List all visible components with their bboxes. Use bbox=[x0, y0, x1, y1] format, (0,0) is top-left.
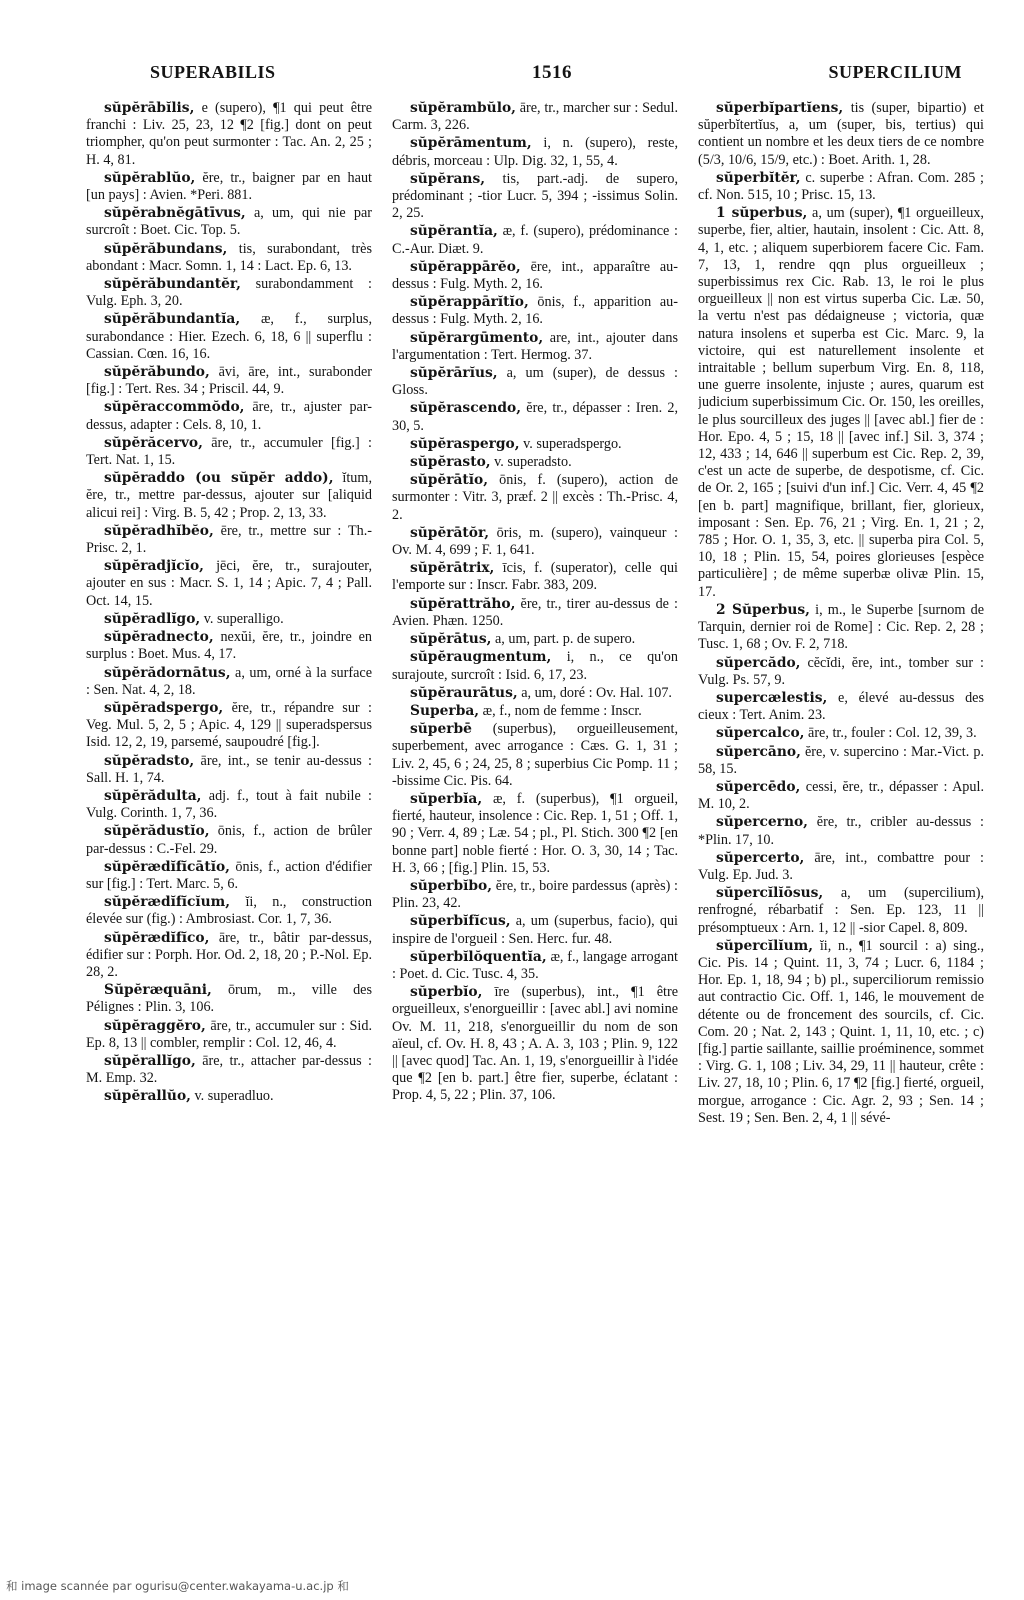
entry-headword: Sŭpĕræquāni, bbox=[104, 982, 212, 999]
entry-headword: sŭpĕrădulta, bbox=[104, 787, 202, 804]
entry-definition: ōnis, f., action d'édifier sur [fig.] : Tert. Marc. 5, 6. bbox=[86, 858, 372, 892]
entry-definition: ĕre, tr., baigner par en haut [un pays] : Avien. *Peri. 881. bbox=[86, 169, 372, 204]
entry-headword: sŭpĕrædĭfĭco, bbox=[104, 929, 210, 946]
entry-definition: æ, f., nom de femme : Inscr. bbox=[479, 702, 642, 719]
entry-definition: e (supero), ¶1 qui peut être franchi : Liv. 25, 23, 12 ¶2 [fig.] dont on peut triompher, qu'on peut surmonter : Tac. An. 2, 25 ; H. 4, 81. bbox=[86, 100, 372, 168]
column-3 bbox=[698, 100, 984, 1570]
entry-headword: sŭpĕrablŭo, bbox=[104, 169, 196, 186]
entry-headword: sŭpĕradlĭgo, bbox=[104, 610, 201, 627]
dictionary-entry bbox=[698, 938, 984, 1127]
entry-headword: sŭpĕradnecto, bbox=[104, 629, 214, 646]
dictionary-entry bbox=[698, 814, 984, 848]
dictionary-entry bbox=[392, 560, 678, 594]
entry-headword: sŭpĕrabnĕgātīvus, bbox=[104, 205, 246, 222]
dictionary-entry bbox=[392, 171, 678, 223]
entry-definition: v. superalligo. bbox=[200, 610, 284, 627]
entry-headword: sŭpĕrædĭfĭcātĭo, bbox=[104, 858, 230, 875]
entry-headword: sŭpĕrātrix, bbox=[410, 560, 495, 577]
scan-credit: 和 image scannée par ogurisu@center.wakayama-u.ac.jp 和 bbox=[6, 1579, 349, 1593]
page-header bbox=[150, 62, 962, 90]
entry-headword: sŭpĕrăbundo, bbox=[104, 364, 210, 381]
dictionary-entry bbox=[392, 259, 678, 293]
entry-definition: ēre, int., apparaître au-dessus : Fulg. Myth. 2, 16. bbox=[392, 258, 678, 293]
entry-headword: sŭpĕradhĭbĕo, bbox=[104, 522, 214, 539]
dictionary-entry bbox=[86, 1088, 372, 1105]
entry-definition: a, um (super), de dessus : Gloss. bbox=[392, 365, 678, 399]
entry-headword: sŭpĕrallŭo, bbox=[104, 1088, 191, 1105]
entry-headword: sŭpĕrappārĕo, bbox=[410, 258, 521, 275]
dictionary-entry bbox=[392, 294, 678, 328]
entry-definition: tis, surabondant, très abondant : Macr. Somn. 1, 14 : Lact. Ep. 6, 13. bbox=[86, 240, 372, 274]
dictionary-entry bbox=[86, 205, 372, 239]
entry-definition: a, um, orné à la surface : Sen. Nat. 4, 2, 18. bbox=[86, 664, 372, 698]
entry-definition: a, um, part. p. de supero. bbox=[491, 631, 636, 648]
entry-headword: sŭpĕrădornātus, bbox=[104, 664, 231, 681]
entry-definition: æ, f., surplus, surabondance : Hier. Ezech. 6, 18, 6 || superflu : Cassian. Cœn. 16, 16. bbox=[86, 311, 372, 362]
entry-definition: īre (superbus), int., ¶1 être orgueilleux, s'enorgueillir : [avec abl.] avi nomine Ov. M. 11, 218, s'enorgueillir du nom de son aïeul, cf. Ov. H. 8, 43 ; A. A. 3, 103 ; Plin. 9, 122 || [avec quod] Tac. An. 1, 19, s'enorgueillir à l'idée que ¶2 [en b. part.] être fier, superbe, éclatant : Prop. 4, 5, 22 ; Plin. 37, 106. bbox=[392, 984, 678, 1104]
dictionary-entry bbox=[86, 788, 372, 822]
entry-definition: æ, f. (supero), prédominance : C.-Aur. Diæt. 9. bbox=[392, 223, 678, 257]
header-right-guideword: SUPERCILIUM bbox=[828, 62, 962, 82]
dictionary-entry bbox=[86, 241, 372, 275]
entry-headword: sŭpĕrārĭus, bbox=[410, 365, 498, 382]
entry-definition: v. superadluo. bbox=[190, 1088, 274, 1105]
entry-definition: āre, tr., fouler : Col. 12, 39, 3. bbox=[804, 725, 977, 742]
dictionary-entry bbox=[392, 721, 678, 790]
entry-headword: sŭperbĭtĕr, bbox=[716, 169, 801, 186]
dictionary-entry bbox=[698, 779, 984, 813]
entry-headword: sŭpercerno, bbox=[716, 814, 808, 831]
dictionary-entry bbox=[698, 100, 984, 169]
dictionary-entry bbox=[698, 170, 984, 204]
dictionary-entry bbox=[86, 523, 372, 557]
entry-definition: ĕre, tr., répandre sur : Veg. Mul. 5, 2, 5 ; Apic. 4, 129 || superadspersus Isid. 12, 2, 19, parsemé, saupoudré [fig.]. bbox=[86, 699, 372, 751]
entry-headword: supercælestis, bbox=[716, 689, 828, 706]
entry-headword: sŭpĕrambŭlo, bbox=[410, 100, 516, 116]
entry-definition: a, um (supercilium), renfrogné, rébarbatif : Sen. Ep. 123, 11 || présomptueux : Arn. 1, 12 || -sior Capel. 8, 809. bbox=[698, 885, 984, 936]
dictionary-entry bbox=[698, 885, 984, 937]
entry-definition: āre, tr., bâtir par-dessus, édifier sur : Porph. Hor. Od. 2, 18, 20 ; P.-Nol. Ep. 28, 2. bbox=[86, 929, 372, 980]
entry-headword: sŭpĕrallĭgo, bbox=[104, 1052, 196, 1069]
entry-headword: sŭpĕrantĭa, bbox=[410, 223, 498, 240]
dictionary-entry bbox=[392, 631, 678, 648]
entry-definition: ĭtum, ĕre, tr., mettre par-dessus, ajouter sur [aliquid alicui rei] : Virg. B. 5, 42 ; Prop. 2, 13, 33. bbox=[86, 470, 372, 521]
dictionary-entry bbox=[698, 655, 984, 689]
dictionary-entry bbox=[86, 700, 372, 752]
text-columns bbox=[86, 100, 986, 1570]
entry-definition: adj. f., tout à fait nubile : Vulg. Corinth. 1, 7, 36. bbox=[86, 787, 372, 822]
entry-headword: sŭpĕraurātus, bbox=[410, 684, 518, 701]
entry-definition: nexŭi, ĕre, tr., joindre en surplus : Boet. Mus. 4, 17. bbox=[86, 629, 372, 663]
entry-headword: Superba, bbox=[410, 702, 480, 719]
dictionary-entry bbox=[86, 311, 372, 363]
entry-headword: sŭpĕrăbundantĭa, bbox=[104, 311, 241, 328]
dictionary-entry bbox=[392, 703, 678, 720]
dictionary-entry bbox=[86, 364, 372, 398]
entry-definition: ĕre, tr., dépasser : Iren. 2, 30, 5. bbox=[392, 400, 678, 434]
entry-definition: ōnis, f., action de brûler par-dessus : C.-Fel. 29. bbox=[86, 823, 372, 857]
entry-definition: cĕcĭdi, ĕre, int., tomber sur : Vulg. Ps. 57, 9. bbox=[698, 654, 984, 688]
dictionary-entry bbox=[392, 685, 678, 702]
entry-definition: jēci, ĕre, tr., surajouter, ajouter en sus : Macr. S. 1, 14 ; Apic. 7, 4 ; Pall. Oct. 14, 15. bbox=[86, 558, 372, 609]
entry-definition: ōnis, f., apparition au-dessus : Fulg. Myth. 2, 16. bbox=[392, 294, 678, 328]
entry-definition: a, um, qui nie par surcroît : Boet. Cic. Top. 5. bbox=[86, 205, 372, 239]
entry-definition: tis, part.-adj. de supero, prédominant ; -tior Lucr. 5, 394 ; -issimus Solin. 2, 25. bbox=[392, 170, 678, 222]
dictionary-entry bbox=[392, 454, 678, 471]
entry-definition: ōnis, f. (supero), action de surmonter : Vitr. 3, præf. 2 || excès : Th.-Prisc. 4, 2. bbox=[392, 472, 678, 523]
entry-headword: sŭpĕrātĭo, bbox=[410, 472, 489, 489]
entry-headword: sŭpĕrans, bbox=[410, 170, 486, 187]
entry-headword: sŭpĕradjĭcĭo, bbox=[104, 558, 204, 575]
entry-definition: æ, f. (superbus), ¶1 orgueil, fierté, hauteur, insolence : Cic. Rep. 1, 51 ; Off. 1, 90 ; Verr. 4, 89 ; Læ. 54 ; pl., Pl. Stich. 300 ¶2 [en bonne part] noble fierté : Hor. O. 3, 30, 14 ; Tac. H. 3, 66 ; [fig.] Plin. 15, 53. bbox=[392, 790, 678, 876]
dictionary-entry bbox=[86, 753, 372, 787]
entry-definition: āre, int., se tenir au-dessus : Sall. H. 1, 74. bbox=[86, 752, 372, 786]
entry-definition: ōrum, m., ville des Pélignes : Plin. 3, 106. bbox=[86, 982, 372, 1016]
entry-headword: sŭpĕrātus, bbox=[410, 631, 492, 648]
entry-definition: are, int., ajouter dans l'argumentation : Tert. Hermog. 37. bbox=[392, 329, 678, 363]
entry-definition: i, n. (supero), reste, débris, morceau : Ulp. Dig. 32, 1, 55, 4. bbox=[392, 135, 678, 169]
entry-headword: sŭpercĭlĭōsus, bbox=[716, 885, 824, 902]
entry-headword: sŭperbĭfĭcus, bbox=[410, 913, 511, 930]
entry-headword: sŭpercădo, bbox=[716, 654, 801, 671]
entry-definition: v. superadsto. bbox=[490, 454, 572, 471]
dictionary-entry bbox=[86, 982, 372, 1016]
dictionary-entry bbox=[392, 791, 678, 877]
header-left-guideword: SUPERABILIS bbox=[150, 62, 276, 82]
entry-headword: 2 Sŭperbus, bbox=[716, 601, 810, 618]
dictionary-entry bbox=[86, 1018, 372, 1052]
dictionary-entry bbox=[392, 949, 678, 983]
dictionary-entry bbox=[698, 690, 984, 724]
dictionary-entry bbox=[392, 596, 678, 630]
dictionary-entry bbox=[698, 744, 984, 778]
entry-definition: e, élevé au-dessus des cieux : Tert. Anim. 23. bbox=[698, 689, 984, 724]
entry-definition: (superbus), orgueilleusement, superbement, avec arrogance : Cæs. G. 1, 31 ; Liv. 2, 45, 6 ; 24, 25, 8 ; superbius Cic Pomp. 11 ; -bissime Cic. Pis. 64. bbox=[392, 721, 678, 789]
page-number: 1516 bbox=[532, 62, 573, 83]
entry-definition: i, m., le Superbe [surnom de Tarquin, dernier roi de Rome] : Cic. Rep. 2, 28 ; Tusc. 1, 68 ; Ov. F. 2, 718. bbox=[698, 601, 984, 653]
entry-definition: ĕre, tr., cribler au-dessus : *Plin. 17, 10. bbox=[698, 814, 984, 848]
dictionary-entry bbox=[392, 984, 678, 1104]
entry-definition: a, um (super), ¶1 orgueilleux, superbe, fier, altier, hautain, insolent : Cic. Att. 8, 4, 1, etc. ; aliquem superbiorem facere Cic. Fam. 7, 13, 1, rendre qqn plus orgueilleux ; superbissimus rex Cic. Rab. 13, le roi le plus orgueilleux || non est virtus superba Cic. Læ. 50, la vertu n'est pas dédaigneuse ; victoria, quæ natura insolens et superba est Cic. Marc. 9, la victoire, qui est naturellement insolente et intraitable ; bellum superbum Virg. En. 8, 118, une guerre insolente, injuste ; aures, quarum est judicium superbissimum Cic. Or. 150, les oreilles, le plus sourcilleux des juges || [avec abl.] fier de : Hor. Epo. 4, 5 ; 15, 18 || [avec inf.] Sil. 3, 374 ; 12, 433 ; 14, 646 || superbum est Cic. Rep. 2, 39, c'est un acte de superbe, de despotisme, cf. Cic. de Or. 2, 165 ; [suivi d'un inf.] Cic. Verr. 4, 45 ¶2 [en b. part] magnifique, brillant, fier, glorieux, imposant : Sen. Ep. 76, 21 ; Virg. En. 1, 21 ; 2, 785 ; Hor. O. 1, 35, 3, etc. || superba pira Col. 5, 10, 18 ; Plin. 15, 54, poires glorieuses [espèce particulière] ; de même superbæ olivæ Plin. 15, 17. bbox=[698, 205, 984, 600]
entry-definition: ēre, tr., mettre sur : Th.-Prisc. 2, 1. bbox=[86, 522, 372, 557]
dictionary-entry bbox=[392, 525, 678, 559]
entry-definition: ōris, m. (supero), vainqueur : Ov. M. 4, 699 ; F. 1, 641. bbox=[392, 524, 678, 559]
entry-headword: sŭpercerto, bbox=[716, 849, 805, 866]
entry-headword: sŭpĕradsto, bbox=[104, 752, 195, 769]
entry-definition: īcis, f. (superator), celle qui l'emporte sur : Inscr. Fabr. 383, 209. bbox=[392, 560, 678, 594]
entry-headword: sŭpĕrædĭfĭcĭum, bbox=[104, 894, 231, 911]
entry-headword: sŭperbĭbo, bbox=[410, 877, 493, 894]
entry-headword: sŭpĕrăbundans, bbox=[104, 240, 228, 257]
entry-definition: āre, tr., attacher par-dessus : M. Emp. 32. bbox=[86, 1052, 372, 1087]
entry-headword: sŭpĕraugmentum, bbox=[410, 649, 552, 666]
entry-headword: sŭpĕraggĕro, bbox=[104, 1017, 206, 1034]
entry-headword: sŭpĕrappārĭtĭo, bbox=[410, 294, 529, 311]
entry-definition: a, um, doré : Ov. Hal. 107. bbox=[517, 684, 672, 701]
dictionary-entry bbox=[86, 1053, 372, 1087]
entry-headword: sŭpĕradspergo, bbox=[104, 699, 224, 716]
entry-headword: sŭpercāno, bbox=[716, 743, 801, 760]
dictionary-entry bbox=[86, 629, 372, 663]
entry-headword: 1 sŭperbus, bbox=[716, 205, 808, 222]
entry-headword: sŭpĕrasto, bbox=[410, 454, 491, 471]
dictionary-entry bbox=[698, 725, 984, 742]
entry-headword: sŭpĕraspergo, bbox=[410, 435, 520, 452]
entry-definition: āre, tr., accumuler [fig.] : Tert. Nat. 1, 15. bbox=[86, 434, 372, 469]
entry-definition: surabondamment : Vulg. Eph. 3, 20. bbox=[86, 276, 372, 310]
column-1 bbox=[86, 100, 372, 1570]
dictionary-entry bbox=[392, 878, 678, 912]
entry-definition: ĕre, v. supercino : Mar.-Vict. p. 58, 15. bbox=[698, 743, 984, 777]
entry-definition: v. superadspergo. bbox=[519, 435, 622, 452]
dictionary-entry bbox=[392, 135, 678, 169]
entry-definition: āre, int., combattre pour : Vulg. Ep. Jud. 3. bbox=[698, 849, 984, 883]
entry-definition: āvi, āre, int., surabonder [fig.] : Tert. Res. 34 ; Priscil. 44, 9. bbox=[86, 364, 372, 398]
entry-definition: āre, tr., ajuster par-dessus, adapter : Cels. 8, 10, 1. bbox=[86, 399, 372, 433]
dictionary-entry bbox=[86, 894, 372, 928]
dictionary-entry bbox=[86, 170, 372, 204]
dictionary-entry bbox=[392, 223, 678, 257]
dictionary-entry bbox=[392, 400, 678, 434]
entry-headword: sŭpĕrātŏr, bbox=[410, 524, 490, 541]
entry-headword: sŭpĕrargūmento, bbox=[410, 329, 544, 346]
entry-definition: cessi, ĕre, tr., dépasser : Apul. M. 10, 2. bbox=[698, 778, 984, 813]
entry-definition: tis (super, bipartio) et sŭperbĭtertĭus, a, um (super, bis, tertius) qui contient un nombre et les deux tiers de ce nombre (5/3, 10/6, 15/9, etc.) : Boet. Arith. 1, 28. bbox=[698, 100, 984, 168]
dictionary-entry bbox=[392, 649, 678, 683]
entry-headword: sŭperbĭa, bbox=[410, 790, 483, 807]
entry-definition: āre, tr., marcher sur : Sedul. Carm. 3, 226. bbox=[392, 100, 678, 134]
entry-headword: sŭpercĭlĭum, bbox=[716, 937, 814, 954]
entry-definition: āre, tr., accumuler sur : Sid. Ep. 8, 13 || combler, remplir : Col. 12, 46, 4. bbox=[86, 1017, 372, 1051]
dictionary-entry bbox=[698, 850, 984, 884]
dictionary-entry bbox=[86, 100, 372, 169]
entry-headword: sŭpĕraccommŏdo, bbox=[104, 399, 245, 416]
dictionary-entry bbox=[86, 859, 372, 893]
entry-headword: sŭpĕrascendo, bbox=[410, 400, 522, 417]
dictionary-entry bbox=[392, 330, 678, 364]
dictionary-entry bbox=[392, 436, 678, 453]
dictionary-entry bbox=[86, 276, 372, 310]
dictionary-entry bbox=[86, 435, 372, 469]
dictionary-entry bbox=[392, 100, 678, 134]
dictionary-entry bbox=[392, 913, 678, 947]
entry-headword: sŭpĕrāmentum, bbox=[410, 135, 532, 152]
entry-headword: sŭpercēdo, bbox=[716, 778, 801, 795]
entry-headword: sŭperbĭpartĭens, bbox=[716, 100, 844, 116]
dictionary-entry bbox=[86, 823, 372, 857]
entry-definition: i, n., ce qu'on surajoute, surcroît : Isid. 6, 17, 23. bbox=[392, 649, 678, 683]
entry-definition: ĕre, tr., tirer au-dessus de : Avien. Phæn. 1250. bbox=[392, 595, 678, 629]
dictionary-entry bbox=[86, 558, 372, 610]
dictionary-entry bbox=[86, 399, 372, 433]
entry-headword: sŭpĕrăcervo, bbox=[104, 434, 203, 451]
dictionary-entry bbox=[698, 602, 984, 654]
dictionary-entry bbox=[392, 472, 678, 524]
entry-definition: ĕre, tr., boire pardessus (après) : Plin. 23, 42. bbox=[392, 877, 678, 912]
entry-definition: a, um (superbus, facio), qui inspire de l'orgueil : Sen. Herc. fur. 48. bbox=[392, 913, 678, 947]
entry-definition: ĭi, n., ¶1 sourcil : a) sing., Cic. Pis. 14 ; Quint. 11, 3, 74 ; Lucr. 6, 1184 ; Hor. Ep. 1, 18, 94 ; b) pl., superciliorum remissio aut contractio Cic. Off. 1, 146, le mouvement de détente ou de froncement des sourcils, cf. Cic. Com. 20 ; Nat. 2, 143 ; Quint. 1, 11, 10, etc. ; c) [fig.] partie saillante, saillie proéminence, sommet : Virg. G. 1, 108 ; Liv. 34, 29, 11 || hauteur, crête : Liv. 27, 18, 10 ; Plin. 6, 17 ¶2 [fig.] fierté, orgueil, morgue, arrogance : Cic. Agr. 2, 93 ; Sen. 14 ; Sest. 19 ; Sen. Ben. 2, 4, 1 || sévé- bbox=[698, 937, 984, 1126]
entry-headword: sŭpĕraddo (ou sŭpĕr addo), bbox=[104, 470, 334, 487]
entry-definition: ĭi, n., construction élevée sur (fig.) : Ambrosiast. Cor. 1, 7, 36. bbox=[86, 894, 372, 928]
entry-headword: sŭpĕrattrăho, bbox=[410, 595, 516, 612]
entry-headword: sŭpĕrābĭlis, bbox=[104, 100, 195, 116]
dictionary-entry bbox=[86, 611, 372, 628]
dictionary-entry bbox=[86, 665, 372, 699]
dictionary-entry bbox=[86, 470, 372, 522]
entry-headword: sŭperbē bbox=[410, 721, 472, 738]
entry-definition: æ, f., langage arrogant : Poet. d. Cic. Tusc. 4, 35. bbox=[392, 948, 678, 982]
column-2 bbox=[392, 100, 678, 1570]
entry-headword: sŭperbĭlŏquentĭa, bbox=[410, 948, 547, 965]
entry-headword: sŭpercalco, bbox=[716, 725, 805, 742]
entry-headword: sŭperbĭo, bbox=[410, 984, 483, 1001]
dictionary-entry bbox=[392, 365, 678, 399]
entry-definition: c. superbe : Afran. Com. 285 ; cf. Non. 515, 10 ; Prisc. 15, 13. bbox=[698, 169, 984, 204]
dictionary-entry bbox=[698, 205, 984, 601]
entry-headword: sŭpĕrădustĭo, bbox=[104, 823, 210, 840]
dictionary-entry bbox=[86, 930, 372, 982]
entry-headword: sŭpĕrăbundantĕr, bbox=[104, 276, 241, 293]
